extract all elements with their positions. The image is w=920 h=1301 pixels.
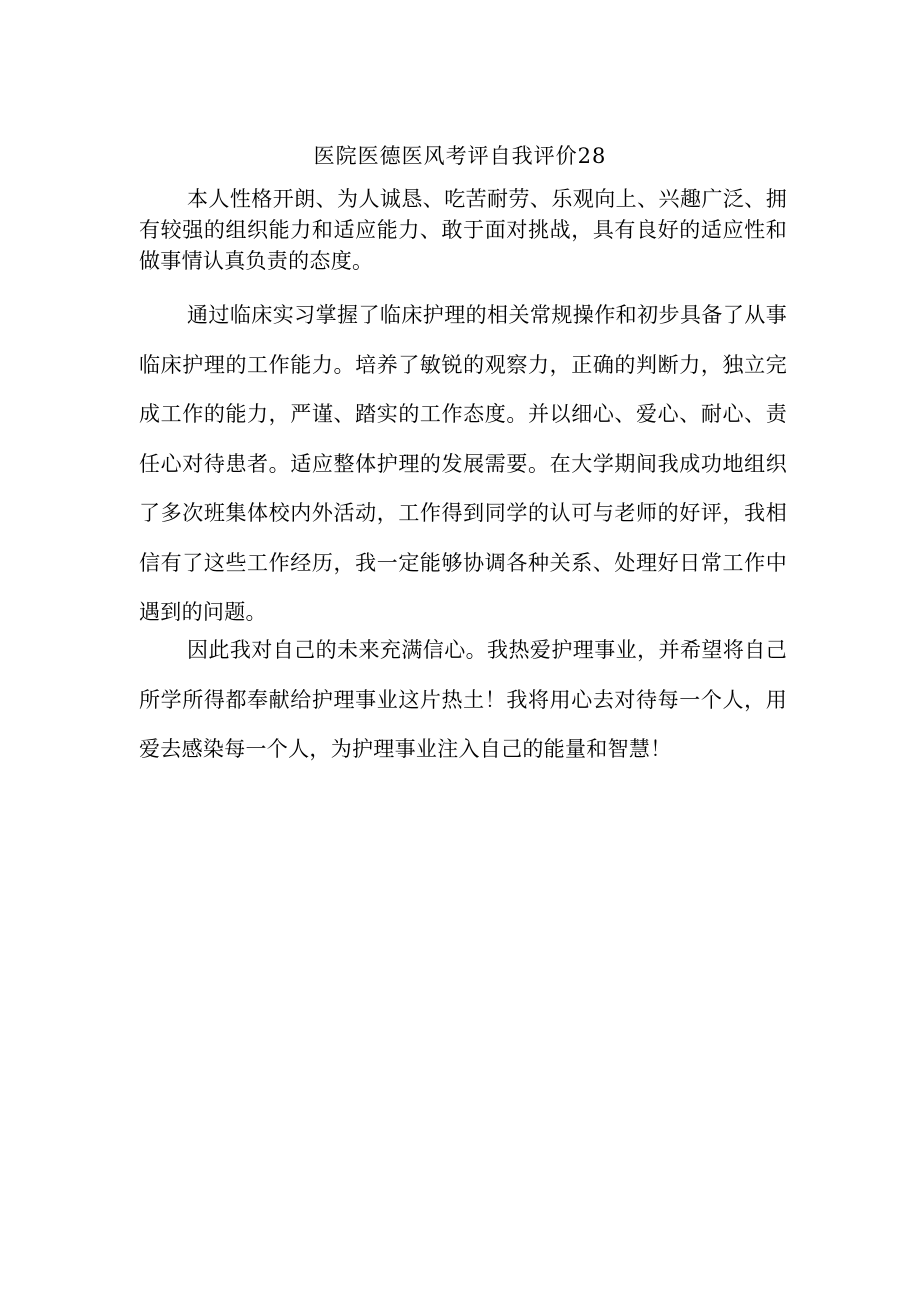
paragraph-future-confidence: 因此我对自己的未来充满信心。我热爱护理事业，并希望将自己所学所得都奉献给护理事业这片热土！我将用心去对待每一个人，用爱去感染每一个人，为护理事业注入自己的能量和智慧！ <box>139 638 787 761</box>
document-title: 医院医德医风考评自我评价28 <box>313 144 607 168</box>
paragraph-self-description: 本人性格开朗、为人诚恳、吃苦耐劳、乐观向上、兴趣广泛、拥有较强的组织能力和适应能力、敢于面对挑战，具有良好的适应性和做事情认真负责的态度。 <box>139 187 787 273</box>
paragraph-clinical-internship: 通过临床实习掌握了临床护理的相关常规操作和初步具备了从事临床护理的工作能力。培养了敏锐的观察力，正确的判断力，独立完成工作的能力，严谨、踏实的工作态度。并以细心、爱心、耐心、责任心对待患者。适应整体护理的发展需要。在大学期间我成功地组织了多次班集体校内外活动，工作得到同学的认可与老师的好评，我相信有了这些工作经历，我一定能够协调各种关系、处理好日常工作中遇到的问题。 <box>139 303 787 624</box>
